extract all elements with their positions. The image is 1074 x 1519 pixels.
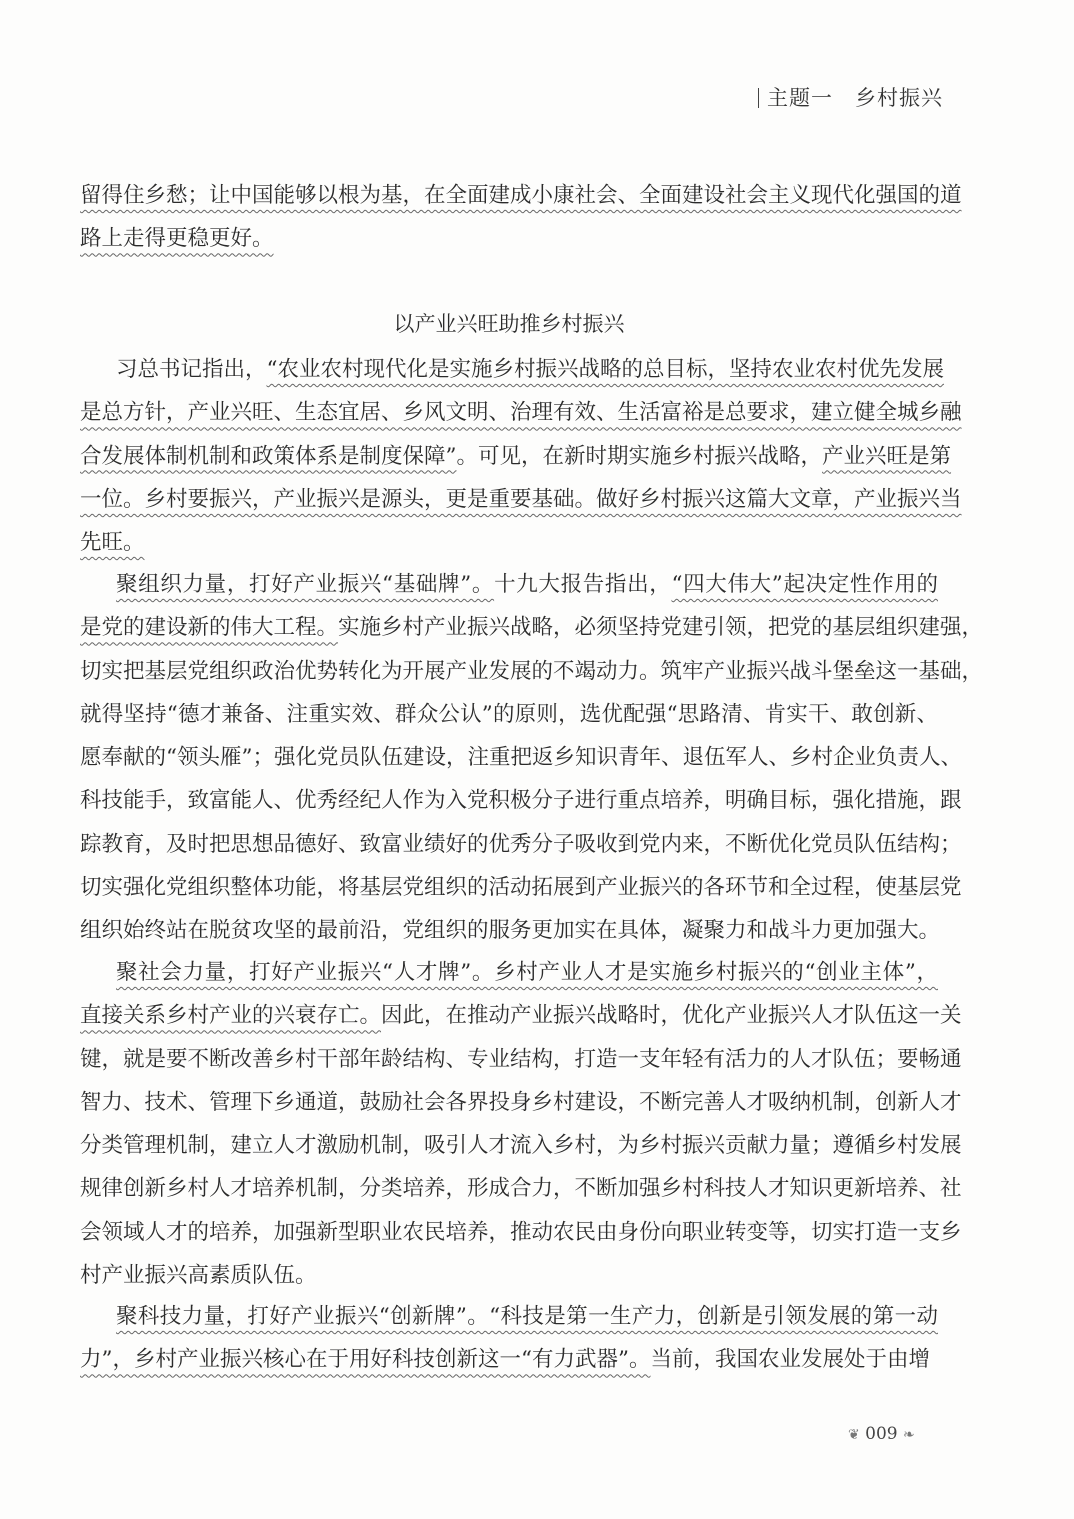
ornament-left-icon: ❦ bbox=[848, 1427, 860, 1443]
text-line bbox=[80, 994, 962, 1037]
underlined-text: 路上走得更稳更好。 bbox=[80, 226, 274, 252]
text-segment: 愿奉献的“领头雁”；强化党员队伍建设，注重把返乡知识青年、退伍军人、乡村企业负责人、 bbox=[80, 745, 962, 771]
text-segment: 切实强化党组织整体功能，将基层党组织的活动拓展到产业振兴的各环节和全过程，使基层党 bbox=[80, 875, 962, 901]
text-segment: 踪教育，及时把思想品德好、致富业绩好的优秀分子吸收到党内来，不断优化党员队伍结构； bbox=[80, 831, 962, 857]
text-segment: 键，就是要不断改善乡村干部年龄结构、专业结构，打造一支年轻有活力的人才队伍；要畅通 bbox=[80, 1046, 962, 1072]
text-line bbox=[80, 909, 941, 952]
text-segment: 会领域人才的培养，加强新型职业农民培养，推动农民由身份向职业转变等，切实打造一支乡 bbox=[80, 1219, 962, 1245]
page-number bbox=[848, 1424, 915, 1444]
underlined-text: 直接关系乡村产业的兴衰存亡。 bbox=[80, 1003, 382, 1029]
text-line bbox=[80, 1081, 962, 1124]
text-line bbox=[80, 606, 984, 649]
underlined-text: 先旺。 bbox=[80, 530, 145, 556]
underlined-text: “农业农村现代化是实施乡村振兴战略的总目标，坚持农业农村优先发展 bbox=[266, 357, 945, 382]
article-title: 以产业兴旺助推乡村振兴 bbox=[393, 312, 625, 336]
text-line bbox=[80, 174, 962, 217]
ornament-right-icon: ❧ bbox=[903, 1427, 915, 1443]
underlined-text: 是党的建设新的伟大工程。 bbox=[80, 615, 339, 641]
header-section: 主题一 bbox=[767, 86, 833, 110]
underlined-text: “四大伟大”起决定性作用的 bbox=[671, 572, 938, 597]
paragraph-organization bbox=[80, 563, 984, 953]
text-line bbox=[80, 1211, 962, 1254]
underlined-text: 是总方针，产业兴旺、生态宜居、乡风文明、治理有效、生活富裕是总要求，建立健全城乡融 bbox=[80, 400, 962, 426]
text-segment: 实施乡村产业振兴战略，必须坚持党建引领，把党的基层组织建强， bbox=[338, 615, 984, 641]
paragraph-talent bbox=[80, 951, 962, 1297]
text-segment: 分类管理机制，建立人才激励机制，吸引人才流入乡村，为乡村振兴贡献力量；遵循乡村发展 bbox=[80, 1133, 962, 1159]
text-line bbox=[80, 478, 962, 521]
underlined-text: 产业兴旺是第 bbox=[822, 443, 952, 469]
text-line bbox=[80, 1038, 962, 1081]
text-segment: 村产业振兴高素质队伍。 bbox=[80, 1263, 317, 1289]
text-line bbox=[80, 348, 945, 391]
text-segment: 就得坚持“德才兼备、注重实效、群众公认”的原则，选优配强“思路清、肯实干、敢创新、 bbox=[80, 701, 938, 727]
paragraph-continuation bbox=[80, 174, 962, 261]
text-line bbox=[80, 650, 984, 693]
text-line bbox=[80, 217, 938, 260]
text-segment: 十九大报告指出， bbox=[494, 572, 672, 597]
paragraph-intro bbox=[80, 348, 962, 564]
text-line bbox=[80, 1295, 938, 1338]
text-line bbox=[80, 1167, 962, 1210]
underlined-text: 一位。乡村要振兴，产业振兴是源头，更是重要基础。做好乡村振兴这篇大文章，产业振兴当 bbox=[80, 486, 962, 512]
text-segment: 规律创新乡村人才培养机制，分类培养，形成合力，不断加强乡村科技人才知识更新培养、社 bbox=[80, 1176, 962, 1202]
text-line bbox=[80, 521, 938, 564]
text-segment: 当前，我国农业发展处于由增 bbox=[650, 1347, 930, 1373]
text-segment: 习总书记指出， bbox=[116, 357, 267, 382]
text-segment: 因此，在推动产业振兴战略时，优化产业振兴人才队伍这一关 bbox=[381, 1003, 962, 1029]
text-segment: 组织始终站在脱贫攻坚的最前沿，党组织的服务更加实在具体，凝聚力和战斗力更加强大。 bbox=[80, 918, 941, 944]
header-topic: 乡村振兴 bbox=[855, 86, 943, 110]
underlined-text: 留得住乡愁；让中国能够以根为基，在全面建成小康社会、全面建设社会主义现代化强国的道 bbox=[80, 183, 962, 208]
running-header bbox=[758, 82, 943, 112]
underlined-text: 合发展体制机制和政策体系是制度保障” bbox=[80, 443, 457, 469]
page-number-text: 009 bbox=[865, 1424, 898, 1444]
underlined-text: 聚科技力量，打好产业振兴“创新牌”。“科技是第一生产力，创新是引领发展的第一动 bbox=[116, 1304, 938, 1329]
underlined-text: 力”，乡村产业振兴核心在于用好科技创新这一“有力武器”。 bbox=[80, 1347, 651, 1373]
text-line bbox=[80, 779, 962, 822]
text-line bbox=[80, 866, 962, 909]
text-line bbox=[80, 736, 962, 779]
text-segment: 。可见，在新时期实施乡村振兴战略， bbox=[456, 443, 823, 469]
text-line bbox=[80, 435, 952, 478]
header-divider bbox=[758, 88, 759, 108]
text-segment: 切实把基层党组织政治优势转化为开展产业发展的不竭动力。筑牢产业振兴战斗堡垒这一基础， bbox=[80, 658, 984, 684]
text-segment: 智力、技术、管理下乡通道，鼓励社会各界投身乡村建设，不断完善人才吸纳机制，创新人才 bbox=[80, 1089, 962, 1115]
text-line bbox=[80, 1338, 938, 1381]
text-line bbox=[80, 951, 938, 994]
text-line bbox=[80, 1124, 962, 1167]
underlined-text: 聚组织力量，打好产业振兴“基础牌”。 bbox=[116, 572, 495, 597]
text-line bbox=[80, 563, 938, 606]
text-line bbox=[80, 391, 962, 434]
text-line bbox=[80, 693, 938, 736]
text-segment: 科技能手，致富能人、优秀经纪人作为入党积极分子进行重点培养，明确目标，强化措施，跟 bbox=[80, 788, 962, 814]
text-line bbox=[80, 823, 962, 866]
underlined-text: 聚社会力量，打好产业振兴“人才牌”。 bbox=[116, 960, 495, 985]
paragraph-technology bbox=[80, 1295, 938, 1382]
text-line bbox=[80, 1254, 938, 1297]
underlined-text: 乡村产业人才是实施乡村振兴的“创业主体”， bbox=[494, 960, 938, 985]
